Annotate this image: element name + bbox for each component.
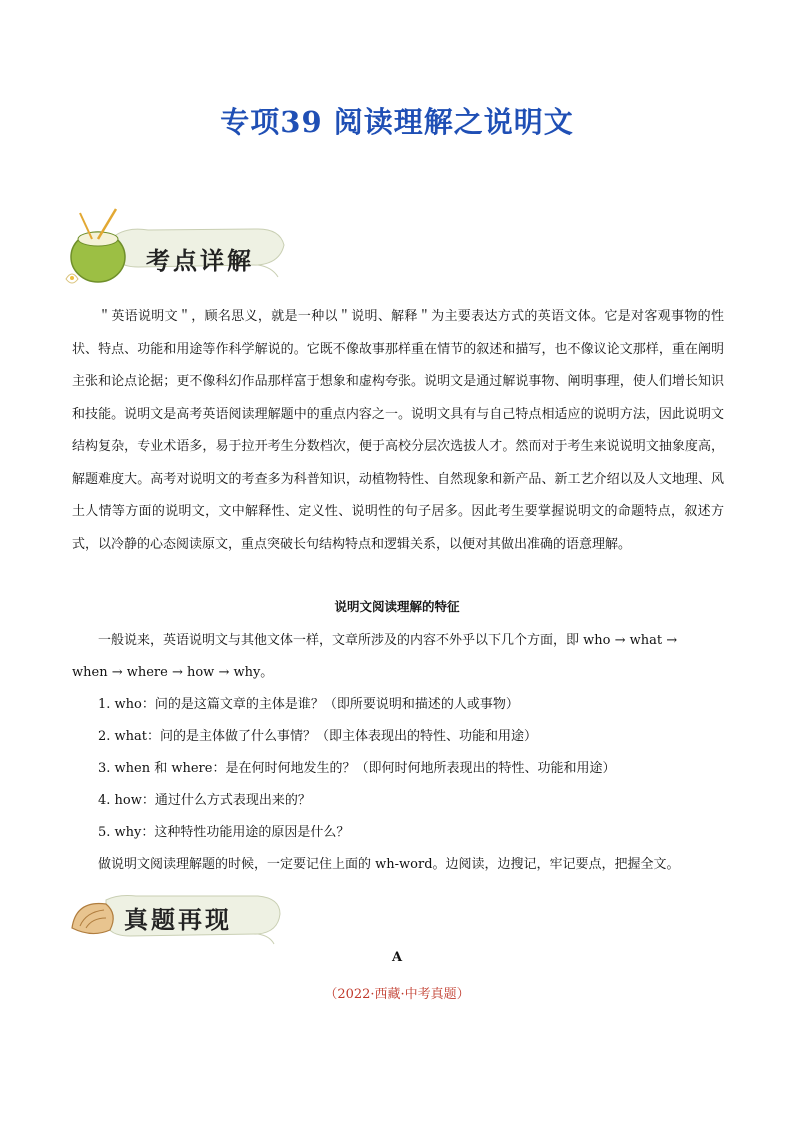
section-banner-past-exams bbox=[66, 886, 286, 946]
list-item: 1. who：问的是这篇文章的主体是谁？（即所要说明和描述的人或事物） bbox=[98, 697, 519, 712]
features-intro-line2: when → where → how → why。 bbox=[72, 665, 274, 680]
list-item: 2. what：问的是主体做了什么事情？（即主体表现出的特性、功能和用途） bbox=[98, 729, 538, 744]
section-heading-key-points: 考点详解 bbox=[146, 246, 254, 275]
features-heading: 说明文阅读理解的特征 bbox=[334, 599, 460, 614]
section-banner-key-points bbox=[58, 205, 290, 287]
closing-paragraph: 做说明文阅读理解题的时候，一定要记住上面的 wh-word。边阅读，边搜记，牢记要点，把握全文。 bbox=[98, 857, 680, 872]
page-title: 专项39 阅读理解之说明文 bbox=[220, 105, 574, 139]
intro-paragraph: ＂英语说明文＂，顾名思义，就是一种以＂说明、解释＂为主要表达方式的英语文体。它是对客观事物的性状、特点、功能和用途等作科学解说的。它既不像故事那样重在情节的叙述和描写，也不像议论文那样，重在阐明主张和论点论据；更不像科幻作品那样富于想象和虚构夸张。说明文是通过解说事物、阐明事理，使人们增长知识和技能。说明文是高考英语阅读理解题中的重点内容之一。说明文具有与自己特点相适应的说明方法，因此说明文结构复杂，专业术语多，易于拉开考生分数档次，便于高校分层次选拔人才。然而对于考生来说说明文抽象度高，解题难度大。高考对说明文的考查多为科普知识，动植物特性、自然现象和新产品、新工艺介绍以及人文地理、风土人情等方面的说明文，文中解释性、定义性、说明性的句子居多。因此考生要掌握说明文的命题特点，叙述方式，以冷静的心态阅读原文，重点突破长句结构特点和逻辑关系，以便对其做出准确的语意理解。 bbox=[72, 309, 724, 552]
section-heading-past-exams: 真题再现 bbox=[124, 905, 232, 934]
list-item: 5. why：这种特性功能用途的原因是什么？ bbox=[98, 825, 350, 840]
features-intro-line1: 一般说来，英语说明文与其他文体一样，文章所涉及的内容不外乎以下几个方面，即 who → what → bbox=[98, 633, 678, 648]
passage-source: （2022·西藏·中考真题） bbox=[324, 987, 470, 1002]
list-item: 4. how：通过什么方式表现出来的？ bbox=[98, 793, 311, 808]
list-item: 3. when 和 where：是在何时何地发生的？（即何时何地所表现出的特性、功能和用途） bbox=[98, 761, 616, 776]
passage-label: A bbox=[391, 950, 403, 965]
